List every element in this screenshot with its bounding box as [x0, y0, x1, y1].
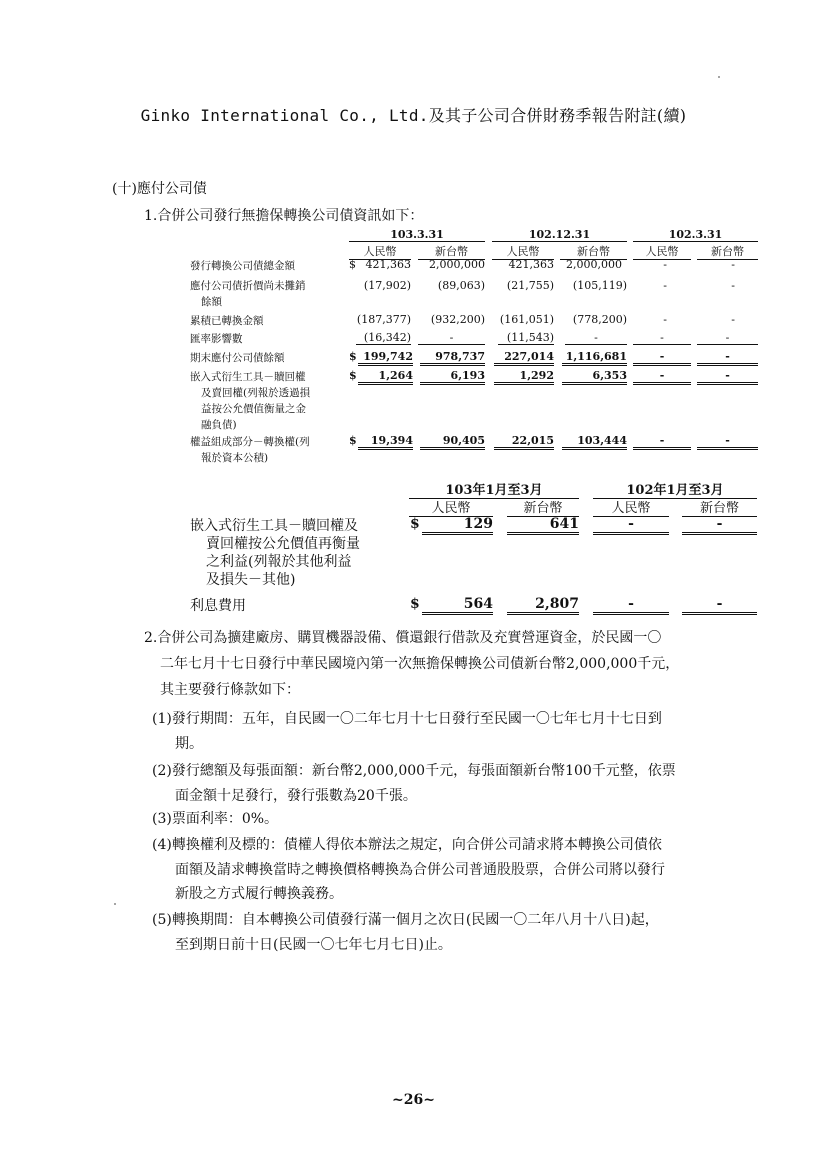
item-1-title: 1.合併公司發行無擔保轉換公司債資訊如下：: [144, 208, 424, 224]
page-header: [0, 103, 827, 126]
dollar-sign: $: [349, 369, 357, 382]
table-cell: 641: [507, 516, 579, 535]
row-label: 餘額: [201, 296, 222, 308]
row-label: 之利益(列報於其他利益: [206, 554, 352, 570]
table-cell: -: [697, 331, 758, 345]
currency-header: 新台幣: [418, 243, 485, 260]
header-title-zh: 及其子公司合併財務季報告附註(續): [428, 106, 687, 125]
table-cell: 129: [422, 516, 493, 535]
table-cell: 6,193: [420, 369, 485, 385]
table-cell: -: [682, 596, 757, 615]
table-cell: -: [731, 279, 735, 292]
table-cell: -: [633, 331, 691, 345]
table-cell: 421,363: [365, 258, 411, 271]
currency-header: 新台幣: [682, 497, 757, 517]
period-header: 102.12.31: [492, 228, 627, 242]
table-cell: (778,200): [572, 313, 627, 326]
table-cell: 6,353: [562, 369, 627, 385]
table-cell: 22,015: [494, 434, 554, 450]
table-cell: (89,063): [437, 279, 485, 292]
table-cell: -: [682, 516, 757, 535]
table-cell: (16,342): [356, 331, 411, 345]
period-header: 102年1月至3月: [593, 479, 757, 499]
table-cell: -: [663, 279, 667, 292]
currency-header: 人民幣: [492, 243, 554, 260]
row-label: 及賣回權(列報於透過損: [201, 387, 311, 399]
table-cell: -: [697, 369, 758, 385]
table-cell: (187,377): [356, 313, 411, 326]
term-line: 期。: [175, 736, 203, 752]
currency-header: 新台幣: [507, 497, 579, 517]
row-label: 報於資本公積): [201, 452, 269, 464]
table-cell: 90,405: [420, 434, 485, 450]
period-header: 103.3.31: [349, 228, 485, 242]
row-label: 嵌入式衍生工具－贖回權及: [190, 518, 358, 534]
row-label: 累積已轉換金額: [190, 315, 264, 327]
term-line: (1)發行期間：五年，自民國一〇二年七月十七日發行至民國一〇七年七月十七日到: [152, 711, 662, 727]
header-company-en: Ginko International Co., Ltd.: [140, 106, 429, 125]
table-cell: -: [663, 258, 667, 271]
paragraph-line: 其主要發行條款如下：: [160, 682, 300, 698]
currency-header: 人民幣: [593, 497, 669, 517]
paragraph-line: 2.合併公司為擴建廠房、購買機器設備、償還銀行借款及充實營運資金，於民國一〇: [144, 630, 662, 646]
table-cell: (105,119): [572, 279, 627, 292]
table-cell: (21,755): [506, 279, 554, 292]
table-cell: 19,394: [358, 434, 413, 450]
page-number: ~26~: [392, 1092, 435, 1108]
table-cell: -: [731, 258, 735, 271]
section-title: (十)應付公司債: [112, 181, 207, 197]
scan-speck: [114, 903, 116, 905]
term-line: (5)轉換期間：自本轉換公司債發行滿一個月之次日(民國一〇二年八月十八日)起，: [152, 912, 659, 928]
table-cell: -: [633, 369, 691, 385]
table-cell: (17,902): [363, 279, 411, 292]
table-cell: 199,742: [358, 350, 413, 366]
row-label: 期末應付公司債餘額: [190, 352, 285, 364]
table-cell: 103,444: [562, 434, 627, 450]
term-line: 至到期日前十日(民國一〇七年七月七日)止。: [175, 937, 452, 953]
row-label: 應付公司債折價尚未攤銷: [190, 280, 306, 292]
table-cell: 564: [422, 596, 493, 615]
table-cell: 1,264: [358, 369, 413, 385]
dollar-sign: $: [410, 596, 420, 612]
term-line: (2)發行總額及每張面額：新台幣2,000,000千元，每張面額新台幣100千元整，依票: [152, 763, 676, 779]
period-header: 103年1月至3月: [409, 479, 579, 499]
table-cell: -: [697, 350, 758, 366]
table-cell: 2,000,000: [566, 258, 622, 271]
table-cell: -: [731, 313, 735, 326]
table-cell: 2,807: [507, 596, 579, 615]
table-cell: 978,737: [420, 350, 485, 366]
table-cell: -: [593, 596, 669, 615]
dollar-sign: $: [349, 434, 357, 447]
row-label: 匯率影響數: [190, 333, 243, 345]
table-cell: 421,363: [508, 258, 554, 271]
table-cell: (161,051): [499, 313, 554, 326]
row-label: 嵌入式衍生工具－贖回權: [190, 371, 306, 383]
row-label: 賣回權按公允價值再衡量: [206, 536, 360, 552]
dollar-sign: $: [410, 516, 420, 532]
currency-header: 新台幣: [697, 243, 758, 260]
dollar-sign: $: [349, 350, 357, 363]
row-label: 及損失－其他): [206, 572, 296, 588]
scan-speck: [718, 76, 720, 78]
table-cell: 2,000,000: [429, 258, 485, 271]
dollar-sign: $: [349, 258, 356, 271]
term-line: 面金額十足發行，發行張數為20千張。: [175, 788, 417, 804]
period-header: 102.3.31: [633, 228, 758, 242]
row-label: 發行轉換公司債總金額: [190, 260, 295, 272]
row-label: 權益組成部分－轉換權(列: [190, 436, 310, 448]
table-cell: (11,543): [498, 331, 554, 345]
row-label: 益按公允價值衡量之金: [201, 403, 306, 415]
table-cell: -: [697, 434, 758, 450]
table-cell: (932,200): [430, 313, 485, 326]
row-label: 利息費用: [190, 598, 246, 614]
currency-header: 人民幣: [633, 243, 691, 260]
table-cell: -: [593, 516, 669, 535]
paragraph-line: 二年七月十七日發行中華民國境內第一次無擔保轉換公司債新台幣2,000,000千元，: [160, 656, 680, 672]
row-label: 融負債): [201, 419, 237, 431]
term-line: 面額及請求轉換當時之轉換價格轉換為合併公司普通股股票，合併公司將以發行: [175, 862, 665, 878]
table-cell: -: [663, 313, 667, 326]
table-cell: 1,292: [494, 369, 554, 385]
term-line: (3)票面利率：0%。: [152, 811, 279, 827]
currency-header: 新台幣: [560, 243, 627, 260]
term-line: (4)轉換權利及標的：債權人得依本辦法之規定，向合併公司請求將本轉換公司債依: [152, 837, 662, 853]
table-cell: -: [565, 331, 627, 345]
term-line: 新股之方式履行轉換義務。: [175, 886, 343, 902]
table-cell: -: [633, 350, 691, 366]
currency-header: 人民幣: [349, 243, 411, 260]
currency-header: 人民幣: [409, 497, 493, 517]
table-cell: 1,116,681: [562, 350, 627, 366]
table-cell: 227,014: [494, 350, 554, 366]
table-cell: -: [418, 331, 485, 345]
table-cell: -: [633, 434, 691, 450]
